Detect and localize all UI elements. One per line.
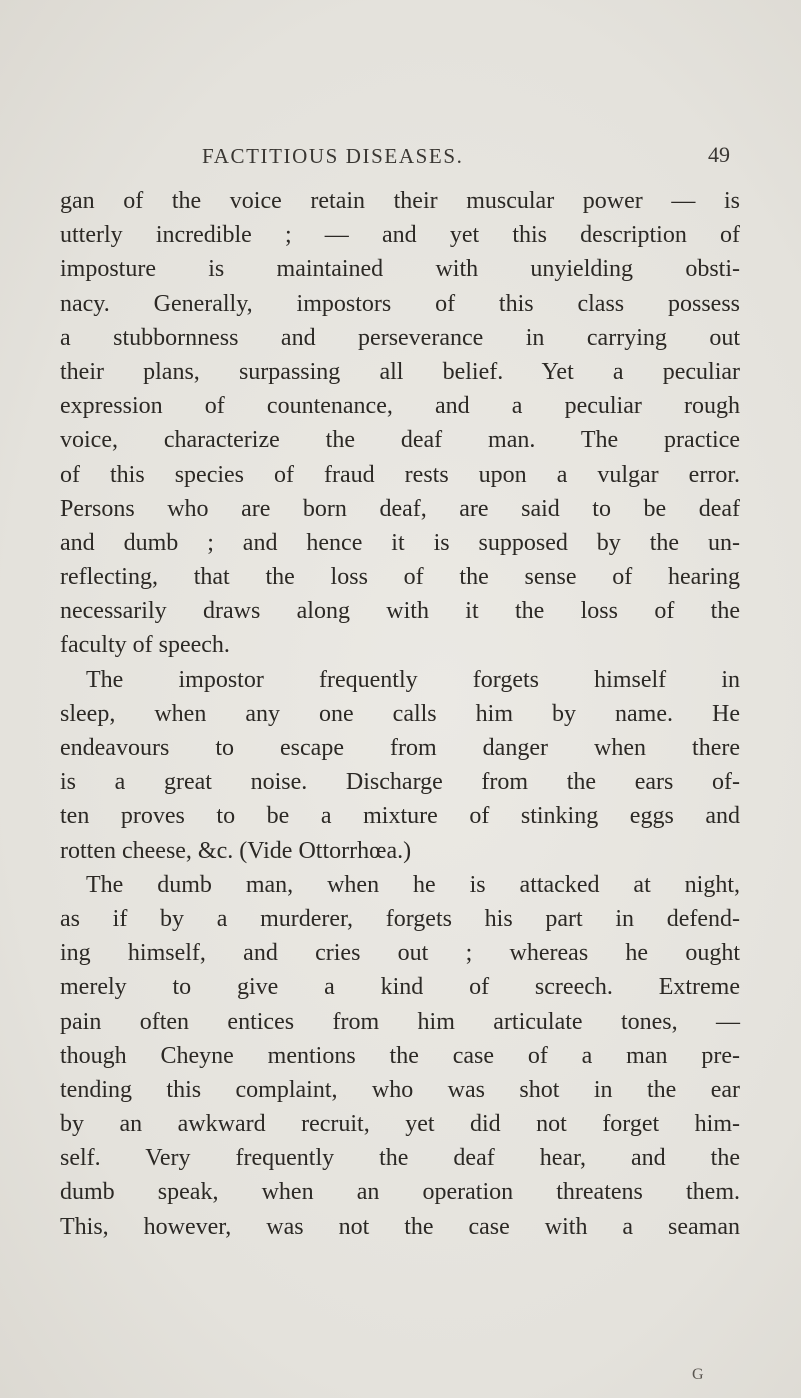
text-line: This, however, was not the case with a seaman <box>60 1213 740 1240</box>
running-head <box>0 140 801 170</box>
text-line: ten proves to be a mixture of stinking eggs and <box>60 803 740 830</box>
text-line: Persons who are born deaf, are said to be deaf <box>60 495 740 522</box>
text-line: endeavours to escape from danger when there <box>60 735 740 761</box>
text-line: faculty of speech. <box>60 632 230 659</box>
text-line: their plans, surpassing all belief. Yet a peculiar <box>60 358 740 385</box>
text-line: of this species of fraud rests upon a vulgar error. <box>60 461 740 488</box>
text-line: The impostor frequently forgets himself in <box>86 666 740 693</box>
text-line: sleep, when any one calls him by name. He <box>60 700 740 727</box>
running-title: FACTITIOUS DISEASES. <box>202 144 464 168</box>
text-line: utterly incredible ; — and yet this description of <box>60 222 740 249</box>
text-line: voice, characterize the deaf man. The practice <box>60 427 740 454</box>
text-line: though Cheyne mentions the case of a man pre- <box>60 1042 740 1069</box>
text-line: tending this complaint, who was shot in the ear <box>60 1076 740 1103</box>
text-line: is a great noise. Discharge from the ears of- <box>60 769 740 796</box>
text-line: a stubbornness and perseverance in carrying out <box>60 324 740 351</box>
body-text <box>60 184 740 1244</box>
text-line: gan of the voice retain their muscular power — is <box>60 188 740 214</box>
text-line: rotten cheese, &c. (Vide Ottorrhœa.) <box>60 837 412 864</box>
page-number: 49 <box>708 142 730 167</box>
text-line: nacy. Generally, impostors of this class possess <box>60 290 740 317</box>
text-line: expression of countenance, and a peculiar rough <box>60 393 740 420</box>
text-line: dumb speak, when an operation threatens them. <box>60 1179 740 1206</box>
text-line: self. Very frequently the deaf hear, and the <box>60 1145 740 1172</box>
text-line: imposture is maintained with unyielding obsti- <box>60 256 740 283</box>
text-line: reflecting, that the loss of the sense of hearing <box>60 564 740 591</box>
signature-mark: G <box>692 1366 704 1383</box>
text-line: merely to give a kind of screech. Extreme <box>60 974 740 1001</box>
text-line: pain often entices from him articulate tones, — <box>60 1008 740 1035</box>
text-line: necessarily draws along with it the loss of the <box>60 598 740 625</box>
text-line: The dumb man, when he is attacked at night, <box>86 871 740 898</box>
text-line: ing himself, and cries out ; whereas he ought <box>60 940 740 967</box>
text-line: as if by a murderer, forgets his part in defend- <box>60 905 740 932</box>
text-line: and dumb ; and hence it is supposed by the un- <box>60 529 740 556</box>
text-line: by an awkward recruit, yet did not forget him- <box>60 1111 740 1138</box>
